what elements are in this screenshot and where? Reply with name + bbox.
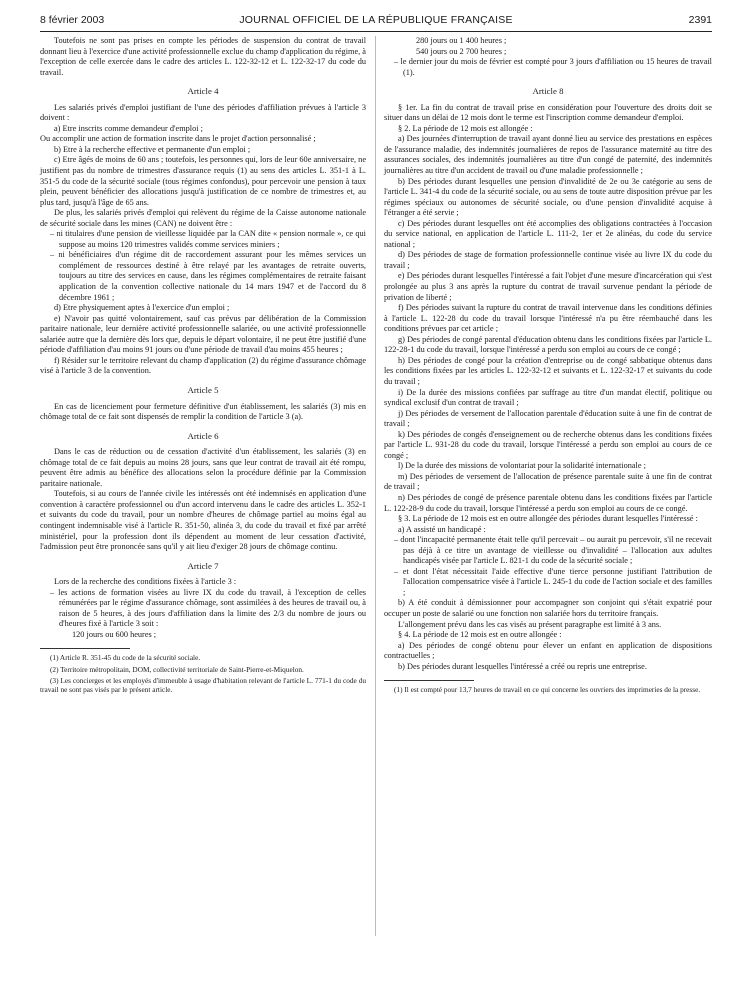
column-divider: [375, 36, 376, 936]
page-header: [40, 12, 712, 30]
article-8-s3-a: a) A assisté un handicapé :: [398, 524, 486, 534]
footnote-rule: [384, 680, 474, 681]
article-4-dash-1: – ni titulaires d'une pension de vieillesse liquidée par la CAN dite « pension normale », ce qui suppose au moins 120 trimestres validés comme services miniers ;: [50, 229, 366, 249]
article-8-s2-n: n) Des périodes de congé de présence parentale obtenu dans les conditions fixées par l'article L. 122-28-9 du code du travail, lorsque l'intéressé a perdu son emploi au cours de ce congé.: [384, 492, 712, 513]
article-8-s2-j: j) Des périodes de versement de l'allocation parentale d'éducation suite à une fin de contrat de travail ;: [384, 408, 712, 429]
left-column: [40, 36, 366, 971]
article-4-p1: Les salariés privés d'emploi justifiant de l'une des périodes d'affiliation prévues à l'article 3 doivent :: [40, 102, 366, 123]
article-8-s3-b: b) A été conduit à démissionner pour accompagner son conjoint qui s'était expatrié pour occuper un poste de salarié ou une fonction non salariée hors du territoire français.: [384, 598, 712, 618]
article-6-heading: Article 6: [187, 430, 219, 441]
article-4-heading: Article 4: [187, 86, 219, 97]
article-7-threshold-1: 120 jours ou 600 heures ;: [72, 629, 157, 639]
article-4-a2: Ou accomplir une action de formation inscrite dans le projet d'action personnalisé ;: [40, 134, 316, 144]
article-4-can-intro: De plus, les salariés privés d'emploi qui relèvent du régime de la Caisse autonome nationale de sécurité sociale dans les mines (CAN) ne doivent être :: [40, 208, 366, 228]
article-8-s2-g: g) Des périodes de congé parental d'éducation obtenu dans les conditions fixées par l'article L. 122-28-1 du code du travail, lorsque l'intéressé a perdu son emploi au cours de ce congé ;: [384, 334, 712, 355]
article-7-p1: Lors de la recherche des conditions fixées à l'article 3 :: [54, 577, 237, 587]
article-4-c: c) Etre âgés de moins de 60 ans ; toutefois, les personnes qui, lors de leur 60e anniversaire, ne justifient pas du nombre de trimestres d'assurance requis (1) au sens des articles L. 351-1 à L. 351-5 du code de la sécurité sociale (tous régimes confondus), pour percevoir une pension à taux plein, peuvent bénéficier des allocations jusqu'à justification de ce nombre de trimestres et, au plus tard, jusqu'à l'âge de 65 ans.: [40, 155, 366, 207]
article-8-s2-f: f) Des périodes suivant la rupture du contrat de travail intervenue dans les conditions définies à l'article L. 122-28 du code du travail lorsque l'intéressé n'a pu être réembauché dans les conditions prévues par cet article ;: [384, 303, 712, 334]
article-8-s2-m: m) Des périodes de versement de l'allocation de présence parentale suite à une fin de contrat de travail ;: [384, 471, 712, 492]
article-7-threshold-2: 280 jours ou 1 400 heures ;: [416, 36, 507, 45]
right-column: [384, 36, 712, 986]
article-4-e: e) N'avoir pas quitté volontairement, sauf cas prévus par délibération de la Commission paritaire nationale, leur dernière activité professionnelle salariée, ou une activité professionnelle salariée autre que la dernière dès lors que, depuis le départ volontaire, il ne peut être justifié d'une période d'affiliation d'au moins 91 jours ou d'une période de travail d'au moins 455 heures ;: [40, 313, 366, 355]
article-8-s2-d: d) Des périodes de stage de formation professionnelle continue visée au livre IX du code du travail ;: [384, 250, 712, 270]
article-5-p1: En cas de licenciement pour fermeture définitive d'un établissement, les salariés (3) mis en chômage total de ce fait sont dispensés de remplir la condition de l'article 3 (a).: [40, 401, 366, 422]
article-8-s2-c: c) Des périodes durant lesquelles ont été accomplies des obligations contractées à l'occasion du service national, en application de l'article L. 111-2, 1er et 2e alinéas, du code du service national ;: [384, 218, 712, 249]
article-7-threshold-3: 540 jours ou 2 700 heures ;: [416, 46, 507, 56]
article-6-p2: Toutefois, si au cours de l'année civile les intéressés ont été indemnisés en application d'une convention à caractère professionnel ou d'un accord intervenu dans le cadre des articles L. 352-1 et suivants du code du travail, pour un nombre d'heures de chômage partiel au moins égal au contingent indemnisable visé à l'article R. 351-50, alinéa 3, du code du travail et fixé par arrêté ministériel, pour la profession dont ils dépendent au moment de leur cessation d'activité, l'admission peut être prononcée sans qu'il y ait lieu d'exiger 28 jours de chômage continu.: [40, 489, 366, 552]
article-5-heading: Article 5: [187, 384, 219, 395]
article-7-heading: Article 7: [187, 560, 219, 571]
article-7-dash-fevrier: – le dernier jour du mois de février est compté pour 3 jours d'affiliation ou 15 heures de travail (1).: [394, 57, 712, 77]
article-8-s3-limit: L'allongement prévu dans les cas visés au présent paragraphe est limité à 3 ans.: [398, 619, 662, 629]
footnote-1: (1) Article R. 351-45 du code de la sécurité sociale.: [50, 653, 201, 663]
article-8-s3-a-dash-2: – et dont l'état nécessitait l'aide effective d'une tierce personne justifiant l'attribution de l'allocation compensatrice visée à l'article L. 245-1 du code de l'action sociale et des familles ;: [394, 566, 712, 597]
intro-paragraph: Toutefois ne sont pas prises en compte les périodes de suspension du contrat de travail donnant lieu à l'exercice d'une activité professionnelle exclue du champ d'application du régime, à l'exception de celle exercée dans le cadre des articles L. 122-32-12 et L. 122-32-17 du code du travail.: [40, 36, 366, 77]
footnote-right-1: (1) Il est compté pour 13,7 heures de travail en ce qui concerne les ouvriers des imprimeries de la presse.: [394, 685, 701, 695]
header-date: 8 février 2003: [40, 14, 105, 26]
article-8-s2-l: l) De la durée des missions de volontariat pour la solidarité internationale ;: [398, 461, 646, 471]
footnote-2: (2) Territoire métropolitain, DOM, collectivité territoriale de Saint-Pierre-et-Miquelon.: [50, 664, 304, 674]
journal-title: JOURNAL OFFICIEL DE LA RÉPUBLIQUE FRANÇAISE: [239, 14, 513, 26]
article-8-s2-b: b) Des périodes durant lesquelles une pension d'invalidité de 2e ou 3e catégorie au sens de l'article L. 341-4 du code de la sécurité sociale, ou au sens de toute autre disposition prévue par les régimes spéciaux ou autonomes de sécurité sociale, ou d'une pension d'invalidité acquise à l'étranger a été servie ;: [384, 176, 712, 218]
article-8-s4-b: b) Des périodes durant lesquelles l'intéressé a créé ou repris une entreprise.: [398, 661, 647, 671]
article-4-d: d) Etre physiquement aptes à l'exercice d'un emploi ;: [54, 303, 230, 313]
article-8-s4-a: a) Des périodes de congé obtenu pour élever un enfant en application de dispositions contractuelles ;: [384, 640, 712, 661]
page-number: 2391: [688, 14, 712, 26]
article-7-dash-1: – les actions de formation visées au livre IX du code du travail, à l'exception de celles rémunérées par le régime d'assurance chômage, sont assimilées à des heures de travail ou, à raison de 5 heures, à des jours d'affiliation dans la limite des 2/3 du nombre de jours ou d'heures fixé à l'article 3 soit :: [50, 587, 366, 629]
footnote-3: (3) Les concierges et les employés d'immeuble à usage d'habitation relevant de l'article L. 771-1 du code du travail ne sont pas visés par le présent article.: [40, 675, 366, 695]
article-8-s2-i: i) De la durée des missions confiées par suffrage au titre d'un mandat électif, politique ou syndical exclusif d'un contrat de travail ;: [384, 387, 712, 408]
header-rule: [40, 31, 712, 32]
article-4-a: a) Etre inscrits comme demandeur d'emploi ;: [54, 123, 203, 133]
footnote-rule: [40, 648, 130, 649]
article-8-s2-h: h) Des périodes de congé pour la création d'entreprise ou de congé sabbatique obtenus dans les conditions fixées par les articles L. 122-32-12 et suivants et L. 122-32-17 et suivants du code du travail ;: [384, 355, 712, 386]
article-8-s1: § 1er. La fin du contrat de travail prise en considération pour l'ouverture des droits doit se situer dans un délai de 12 mois dont le terme est l'inscription comme demandeur d'emploi.: [384, 102, 712, 123]
article-4-f: f) Résider sur le territoire relevant du champ d'application (2) du régime d'assurance chômage visé à l'article 3 de la convention.: [40, 355, 366, 376]
article-8-s3-a-dash-1: – dont l'incapacité permanente était telle qu'il percevait – ou aurait pu percevoir, s'il ne recevait pas déjà à ce titre un avantage de vieillesse ou d'invalidité – l'allocation aux adultes handicapés visée par l'article L. 821-1 du code de la sécurité sociale ;: [394, 535, 712, 566]
article-8-heading: Article 8: [532, 86, 564, 97]
article-8-s2: § 2. La période de 12 mois est allongée :: [398, 123, 533, 133]
article-8-s4: § 4. La période de 12 mois est en outre allongée :: [398, 630, 562, 640]
article-4-dash-2: – ni bénéficiaires d'un régime dit de raccordement assurant pour les mêmes services un complément de ressources destiné à être relayé par les avantages de retraite ouverts, toujours au titre des services en cause, dans les régimes complémentaires de retraite faisant application de la convention collective nationale du 14 mars 1947 et de l'accord du 8 décembre 1961 ;: [50, 250, 366, 302]
article-8-s2-e: e) Des périodes durant lesquelles l'intéressé a fait l'objet d'une mesure d'incarcération qui s'est prolongée au plus 3 ans après la rupture du contrat de travail survenue pendant la période de privation de liberté ;: [384, 271, 712, 302]
article-8-s2-k: k) Des périodes de congés d'enseignement ou de recherche obtenus dans les conditions fixées par l'article L. 931-28 du code du travail, lorsque l'intéressé a perdu son emploi au cours de ce congé ;: [384, 429, 712, 460]
article-6-p1: Dans le cas de réduction ou de cessation d'activité d'un établissement, les salariés (3) en chômage total de ce fait depuis au moins 28 jours, sans que leur contrat de travail ait été rompu, peuvent être admis au bénéfice des allocations selon la procédure définie par la Commission paritaire nationale.: [40, 447, 366, 488]
article-8-s3: § 3. La période de 12 mois est en outre allongée des périodes durant lesquelles l'intéressé :: [398, 514, 698, 524]
article-8-s2-a: a) Des journées d'interruption de travail ayant donné lieu au service des prestations en espèces de l'assurance maladie, des indemnités journalières de repos de l'assurance maternité au titre des assurances sociales, des indemnités journalières au titre d'un congé de paternité, des indemnités journalières au titre d'un accident de travail ou d'une maladie professionnelle ;: [384, 134, 712, 176]
article-4-b: b) Etre à la recherche effective et permanente d'un emploi ;: [54, 144, 251, 154]
